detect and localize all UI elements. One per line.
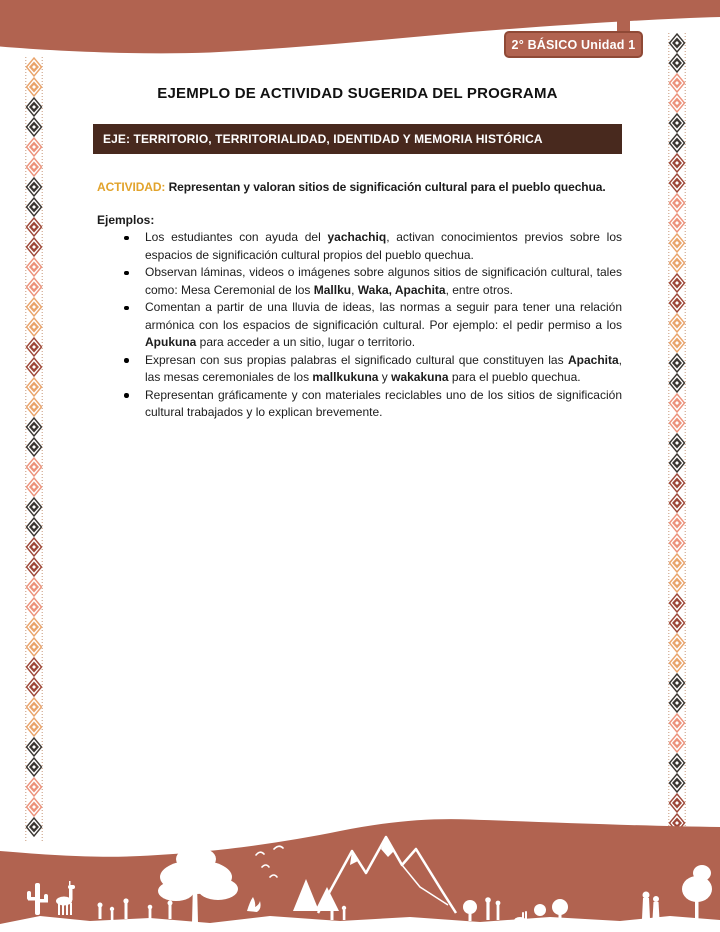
activity-text: Representan y valoran sitios de significación cultural para el pueblo quechua. <box>165 180 606 194</box>
eje-header-label: EJE: TERRITORIO, TERRITORIALIDAD, IDENTIDAD Y MEMORIA HISTÓRICA <box>103 132 543 146</box>
activity-line <box>97 180 622 194</box>
list-item: Comentan a partir de una lluvia de ideas, las normas a seguir para tener una relación armónica con los espacios de significación cultural. Por ejemplo: el pedir permiso a los Apukuna para acceder a un sitio, lugar o territorio. <box>97 299 622 352</box>
document-content <box>93 85 622 422</box>
list-item: Representan gráficamente y con materiales reciclables uno de los sitios de significación cultural trabajados y lo explican brevemente. <box>97 387 622 422</box>
list-item: Expresan con sus propias palabras el significado cultural que constituyen las Apachita, las mesas ceremoniales de los mallkukuna y wakakuna para el pueblo quechua. <box>97 352 622 387</box>
examples-list <box>97 229 622 422</box>
list-item: Los estudiantes con ayuda del yachachiq, activan conocimientos previos sobre los espacios de significación cultural propios del pueblo quechua. <box>97 229 622 264</box>
andean-textile-border-right <box>668 33 686 833</box>
bottom-wave-shape <box>0 819 720 932</box>
activity-label: ACTIVIDAD: <box>97 180 166 194</box>
andean-textile-border-left <box>25 57 43 843</box>
unit-badge: 2° BÁSICO Unidad 1 <box>504 31 643 58</box>
examples-heading: Ejemplos: <box>97 213 155 227</box>
bottom-landscape-decoration <box>0 807 720 932</box>
page-title: EJEMPLO DE ACTIVIDAD SUGERIDA DEL PROGRAMA <box>157 85 558 102</box>
list-item: Observan láminas, videos o imágenes sobre algunos sitios de significación cultural, tales como: Mesa Ceremonial de los Mallku, Waka, Apachita, entre otros. <box>97 264 622 299</box>
eje-header-bar <box>93 124 622 154</box>
